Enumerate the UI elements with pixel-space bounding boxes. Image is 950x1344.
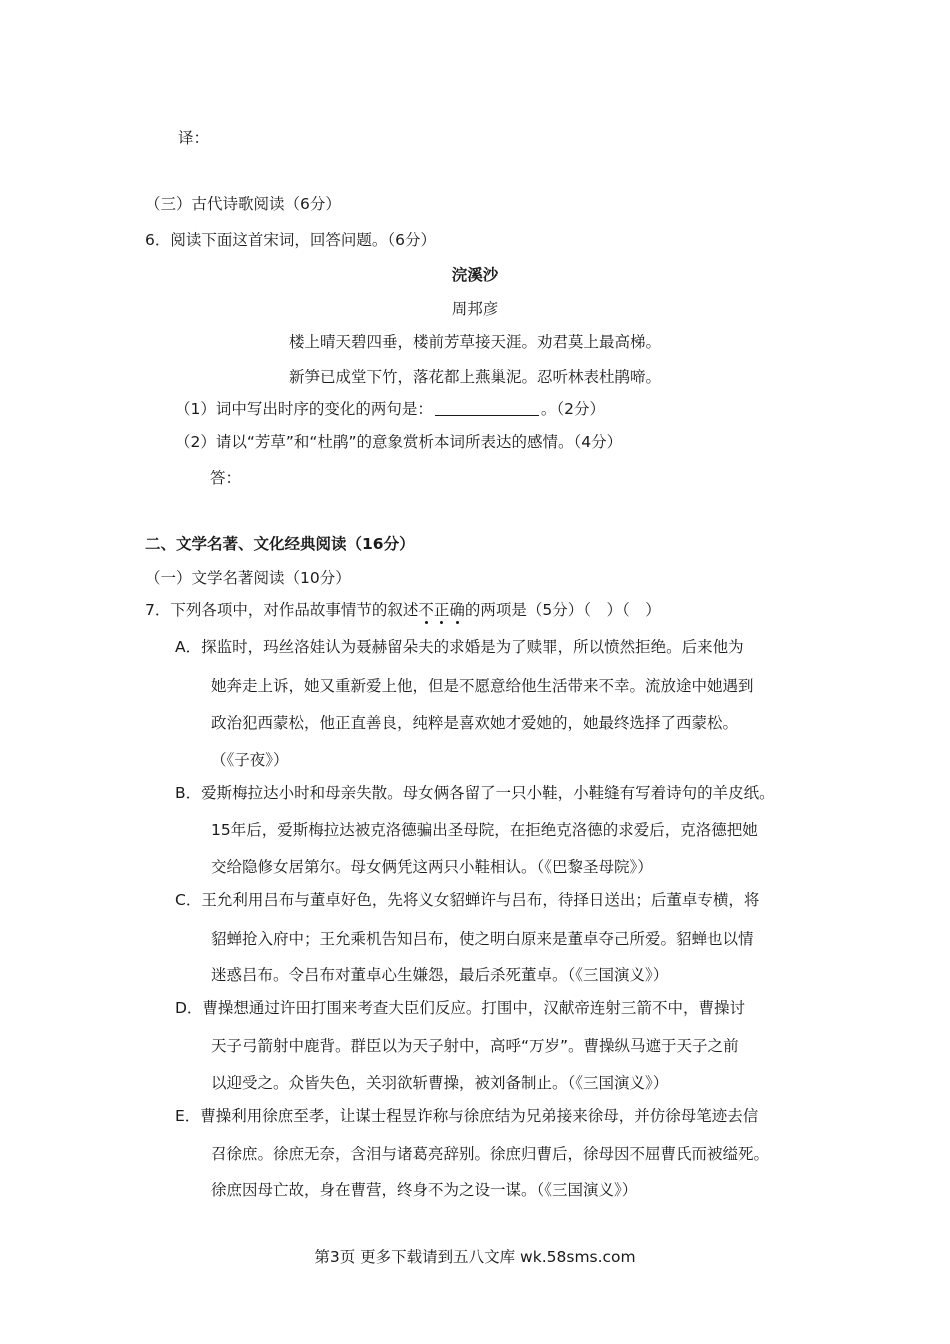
emphasis-char: 不 (418, 601, 434, 619)
option-e-line: E．曹操利用徐庶至孝，让谋士程昱诈称与徐庶结为兄弟接来徐母，并仿徐母笔迹去信 (175, 1107, 759, 1125)
sub-1-suffix: 。（2分） (540, 400, 605, 418)
stem-text: 的两项是（5分）（ ）（ ） (464, 601, 661, 619)
section-heading-poetry: （三）古代诗歌阅读（6分） (145, 195, 341, 213)
page-footer: 第3页 更多下载请到五八文库 wk.58sms.com (314, 1248, 636, 1266)
translate-label: 译： (178, 129, 210, 147)
option-e-line: 召徐庶。徐庶无奈，含泪与诸葛亮辞别。徐庶归曹后，徐母因不屈曹氏而被缢死。 (211, 1145, 770, 1163)
stem-text: 7．下列各项中，对作品故事情节的叙述 (145, 601, 419, 619)
poem-line-2: 新笋已成堂下竹，落花都上燕巢泥。忍听林表杜鹃啼。 (288, 368, 661, 386)
option-e-line: 徐庶因母亡故，身在曹营，终身不为之设一谋。（《三国演义》） (211, 1181, 638, 1199)
option-a-line: （《子夜》） (211, 751, 289, 769)
answer-blank[interactable] (435, 399, 539, 416)
poem-author: 周邦彦 (451, 300, 499, 318)
answer-label: 答： (210, 469, 242, 487)
option-b-line: 交给隐修女居第尔。母女俩凭这两只小鞋相认。（《巴黎圣母院》） (211, 858, 653, 876)
emphasis-char: 正 (433, 601, 450, 619)
option-b-line: 15年后，爱斯梅拉达被克洛德骗出圣母院，在拒绝克洛德的求爱后，克洛德把她 (211, 821, 758, 839)
option-d-line: D．曹操想通过许田打围来考查大臣们反应。打围中，汉献帝连射三箭不中，曹操讨 (175, 999, 745, 1017)
part-2-heading: 二、文学名著、文化经典阅读（16分） (145, 535, 415, 553)
option-c-line: 迷惑吕布。令吕布对董卓心生嫌怨，最后杀死董卓。（《三国演义》） (211, 966, 669, 984)
question-7-stem (145, 598, 661, 620)
question-6-stem: 6．阅读下面这首宋词，回答问题。（6分） (145, 231, 436, 249)
option-c-line: 貂蝉抢入府中；王允乘机告知吕布，使之明白原来是董卓夺己所爱。貂蝉也以情 (211, 930, 754, 948)
option-a-line: 政治犯西蒙松，他正直善良，纯粹是喜欢她才爱她的，她最终选择了西蒙松。 (211, 714, 739, 732)
emphasis-char: 确 (449, 601, 465, 619)
option-a-line: 她奔走上诉，她又重新爱上他，但是不愿意给他生活带来不幸。流放途中她遇到 (211, 677, 754, 695)
option-d-line: 以迎受之。众皆失色，关羽欲斩曹操，被刘备制止。（《三国演义》） (211, 1074, 669, 1092)
sub-1-prefix: （1）词中写出时序的变化的两句是： (175, 400, 433, 418)
poem-line-1: 楼上晴天碧四垂，楼前芳草接天涯。劝君莫上最高梯。 (288, 333, 661, 351)
sub-section-heading: （一）文学名著阅读（10分） (145, 569, 351, 587)
option-a-line: A．探监时，玛丝洛娃认为聂赫留朵夫的求婚是为了赎罪，所以愤然拒绝。后来他为 (175, 638, 744, 656)
option-d-line: 天子弓箭射中鹿背。群臣以为天子射中，高呼“万岁”。曹操纵马遮于天子之前 (211, 1037, 739, 1055)
option-c-line: C．王允利用吕布与董卓好色，先将义女貂蝉许与吕布，待择日送出；后董卓专横，将 (175, 891, 760, 909)
poem-title: 浣溪沙 (451, 266, 499, 284)
question-6-sub-1 (175, 397, 605, 419)
option-b-line: B．爱斯梅拉达小时和母亲失散。母女俩各留了一只小鞋，小鞋缝有写着诗句的羊皮纸。 (175, 784, 775, 802)
question-6-sub-2: （2）请以“芳草”和“杜鹃”的意象赏析本词所表达的感情。（4分） (175, 433, 623, 451)
